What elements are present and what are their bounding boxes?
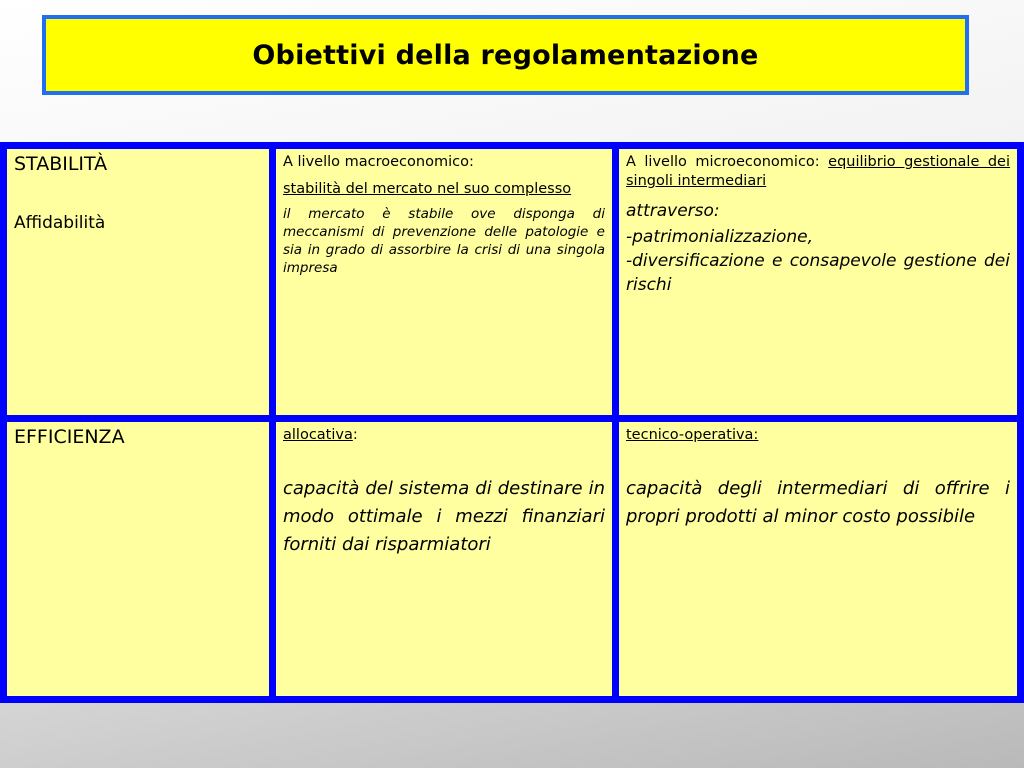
micro-intro: A livello microeconomico: [626, 154, 820, 170]
allocativa-heading-line [283, 426, 605, 445]
cell-efficienza-allocativa [276, 422, 612, 696]
cell-efficienza-label [7, 422, 269, 696]
micro-intro-underlined: equilibrio gestionale dei singoli intermediari [626, 154, 1010, 189]
micro-intro-paragraph [626, 153, 1010, 191]
row-sublabel-affidabilita: Affidabilità [14, 213, 106, 233]
objectives-table [0, 142, 1024, 703]
micro-via: attraverso: [626, 201, 720, 221]
title-box [42, 15, 969, 95]
tecnico-heading: tecnico-operativa: [626, 427, 759, 443]
micro-item-1: -patrimonializzazione, [626, 227, 813, 247]
macro-heading: stabilità del mercato nel suo complesso [283, 181, 572, 197]
page-title: Obiettivi della regolamentazione [252, 39, 759, 71]
row-label-stabilita: STABILITÀ [14, 153, 108, 175]
macro-body: il mercato è stabile ove disponga di meccanismi di prevenzione delle patologie e sia in grado di assorbire la crisi di una singola impresa [283, 206, 605, 276]
allocativa-colon: : [352, 427, 358, 443]
micro-item-2: -diversificazione e consapevole gestione dei rischi [626, 251, 1010, 295]
cell-stabilita-micro [619, 149, 1017, 415]
allocativa-heading: allocativa [283, 427, 353, 443]
cell-stabilita-label [7, 149, 269, 415]
cell-efficienza-tecnico [619, 422, 1017, 696]
row-label-efficienza: EFFICIENZA [14, 426, 125, 448]
macro-intro: A livello macroeconomico: [283, 154, 474, 170]
cell-stabilita-macro [276, 149, 612, 415]
tecnico-body: capacità degli intermediari di offrire i propri prodotti al minor costo possibile [626, 478, 1010, 527]
allocativa-body: capacità del sistema di destinare in modo ottimale i mezzi finanziari forniti dai risparmiatori [283, 478, 605, 555]
